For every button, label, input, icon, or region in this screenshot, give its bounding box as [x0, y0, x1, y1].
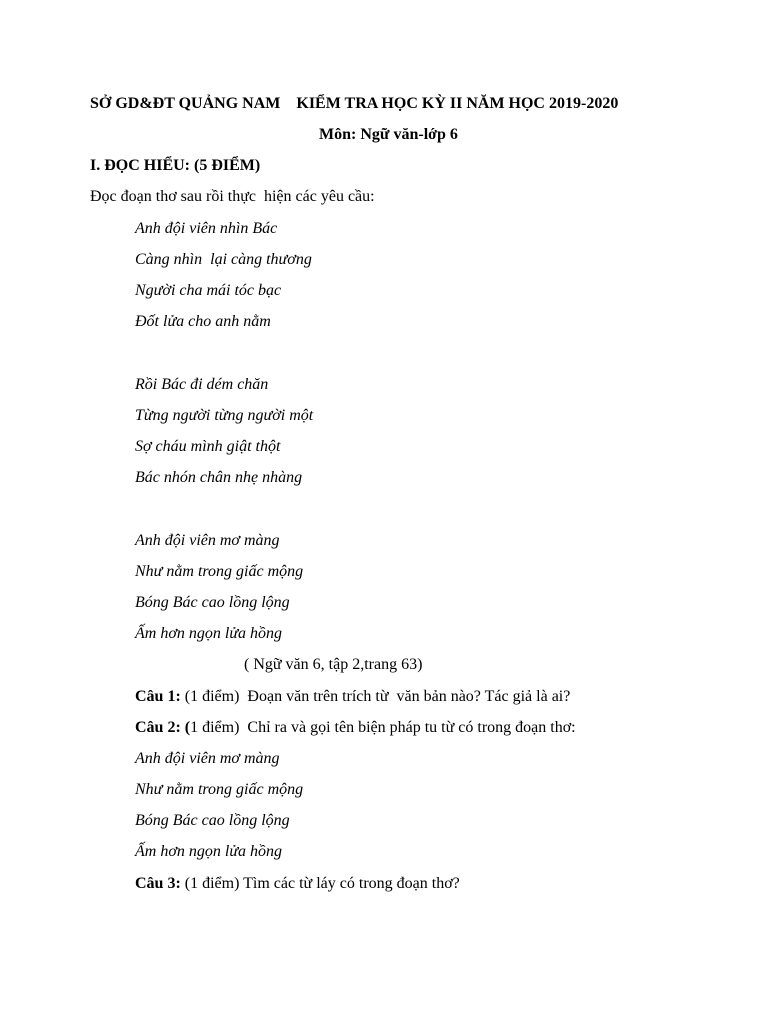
subject-line: Môn: Ngữ văn-lớp 6 — [319, 126, 458, 143]
poem-line: Ấm hơn ngọn lửa hồng — [135, 625, 283, 642]
header-gap — [280, 95, 296, 112]
poem-line: Càng nhìn lại càng thương — [135, 251, 312, 268]
question-1-label: Câu 1: — [135, 688, 181, 705]
question-3-label: Câu 3: — [135, 875, 181, 892]
question-2-label: Câu 2: ( — [135, 719, 191, 736]
poem-line: Từng người từng người một — [135, 407, 314, 424]
poem-line: Sợ cháu mình giật thột — [135, 438, 281, 455]
poem-line: Anh đội viên nhìn Bác — [135, 220, 278, 237]
question-2-text: 1 điểm) Chỉ ra và gọi tên biện pháp tu từ có trong đoạn thơ: — [190, 719, 576, 736]
quoted-line: Như nằm trong giấc mộng — [135, 781, 304, 798]
quoted-line: Bóng Bác cao lồng lộng — [135, 812, 290, 829]
header-line — [90, 94, 618, 114]
poem-line: Đốt lửa cho anh nằm — [135, 313, 271, 330]
question-1-text: (1 điểm) Đoạn văn trên trích từ văn bản nào? Tác giả là ai? — [180, 688, 571, 705]
poem-line: Như nằm trong giấc mộng — [135, 563, 304, 580]
poem-line: Người cha mái tóc bạc — [135, 282, 282, 299]
quoted-line: Anh đội viên mơ màng — [135, 750, 280, 767]
header-org: SỞ GD&ĐT QUẢNG NAM — [90, 95, 281, 112]
poem-line: Anh đội viên mơ màng — [135, 532, 280, 549]
poem-source: ( Ngữ văn 6, tập 2,trang 63) — [244, 656, 423, 673]
section-title: I. ĐỌC HIỂU: (5 ĐIỂM) — [90, 157, 261, 174]
question-1 — [135, 687, 570, 707]
poem-line: Bác nhón chân nhẹ nhàng — [135, 469, 303, 486]
poem-line: Bóng Bác cao lồng lộng — [135, 594, 290, 611]
quoted-line: Ấm hơn ngọn lửa hồng — [135, 843, 283, 860]
instruction-text: Đọc đoạn thơ sau rồi thực hiện các yêu cầu: — [90, 188, 375, 205]
question-2 — [135, 718, 576, 738]
poem-line: Rồi Bác đi dém chăn — [135, 376, 269, 393]
header-exam-title: KIỂM TRA HỌC KỲ II NĂM HỌC 2019-2020 — [296, 95, 619, 112]
question-3 — [135, 874, 460, 894]
question-3-text: (1 điểm) Tìm các từ láy có trong đoạn thơ? — [180, 875, 460, 892]
